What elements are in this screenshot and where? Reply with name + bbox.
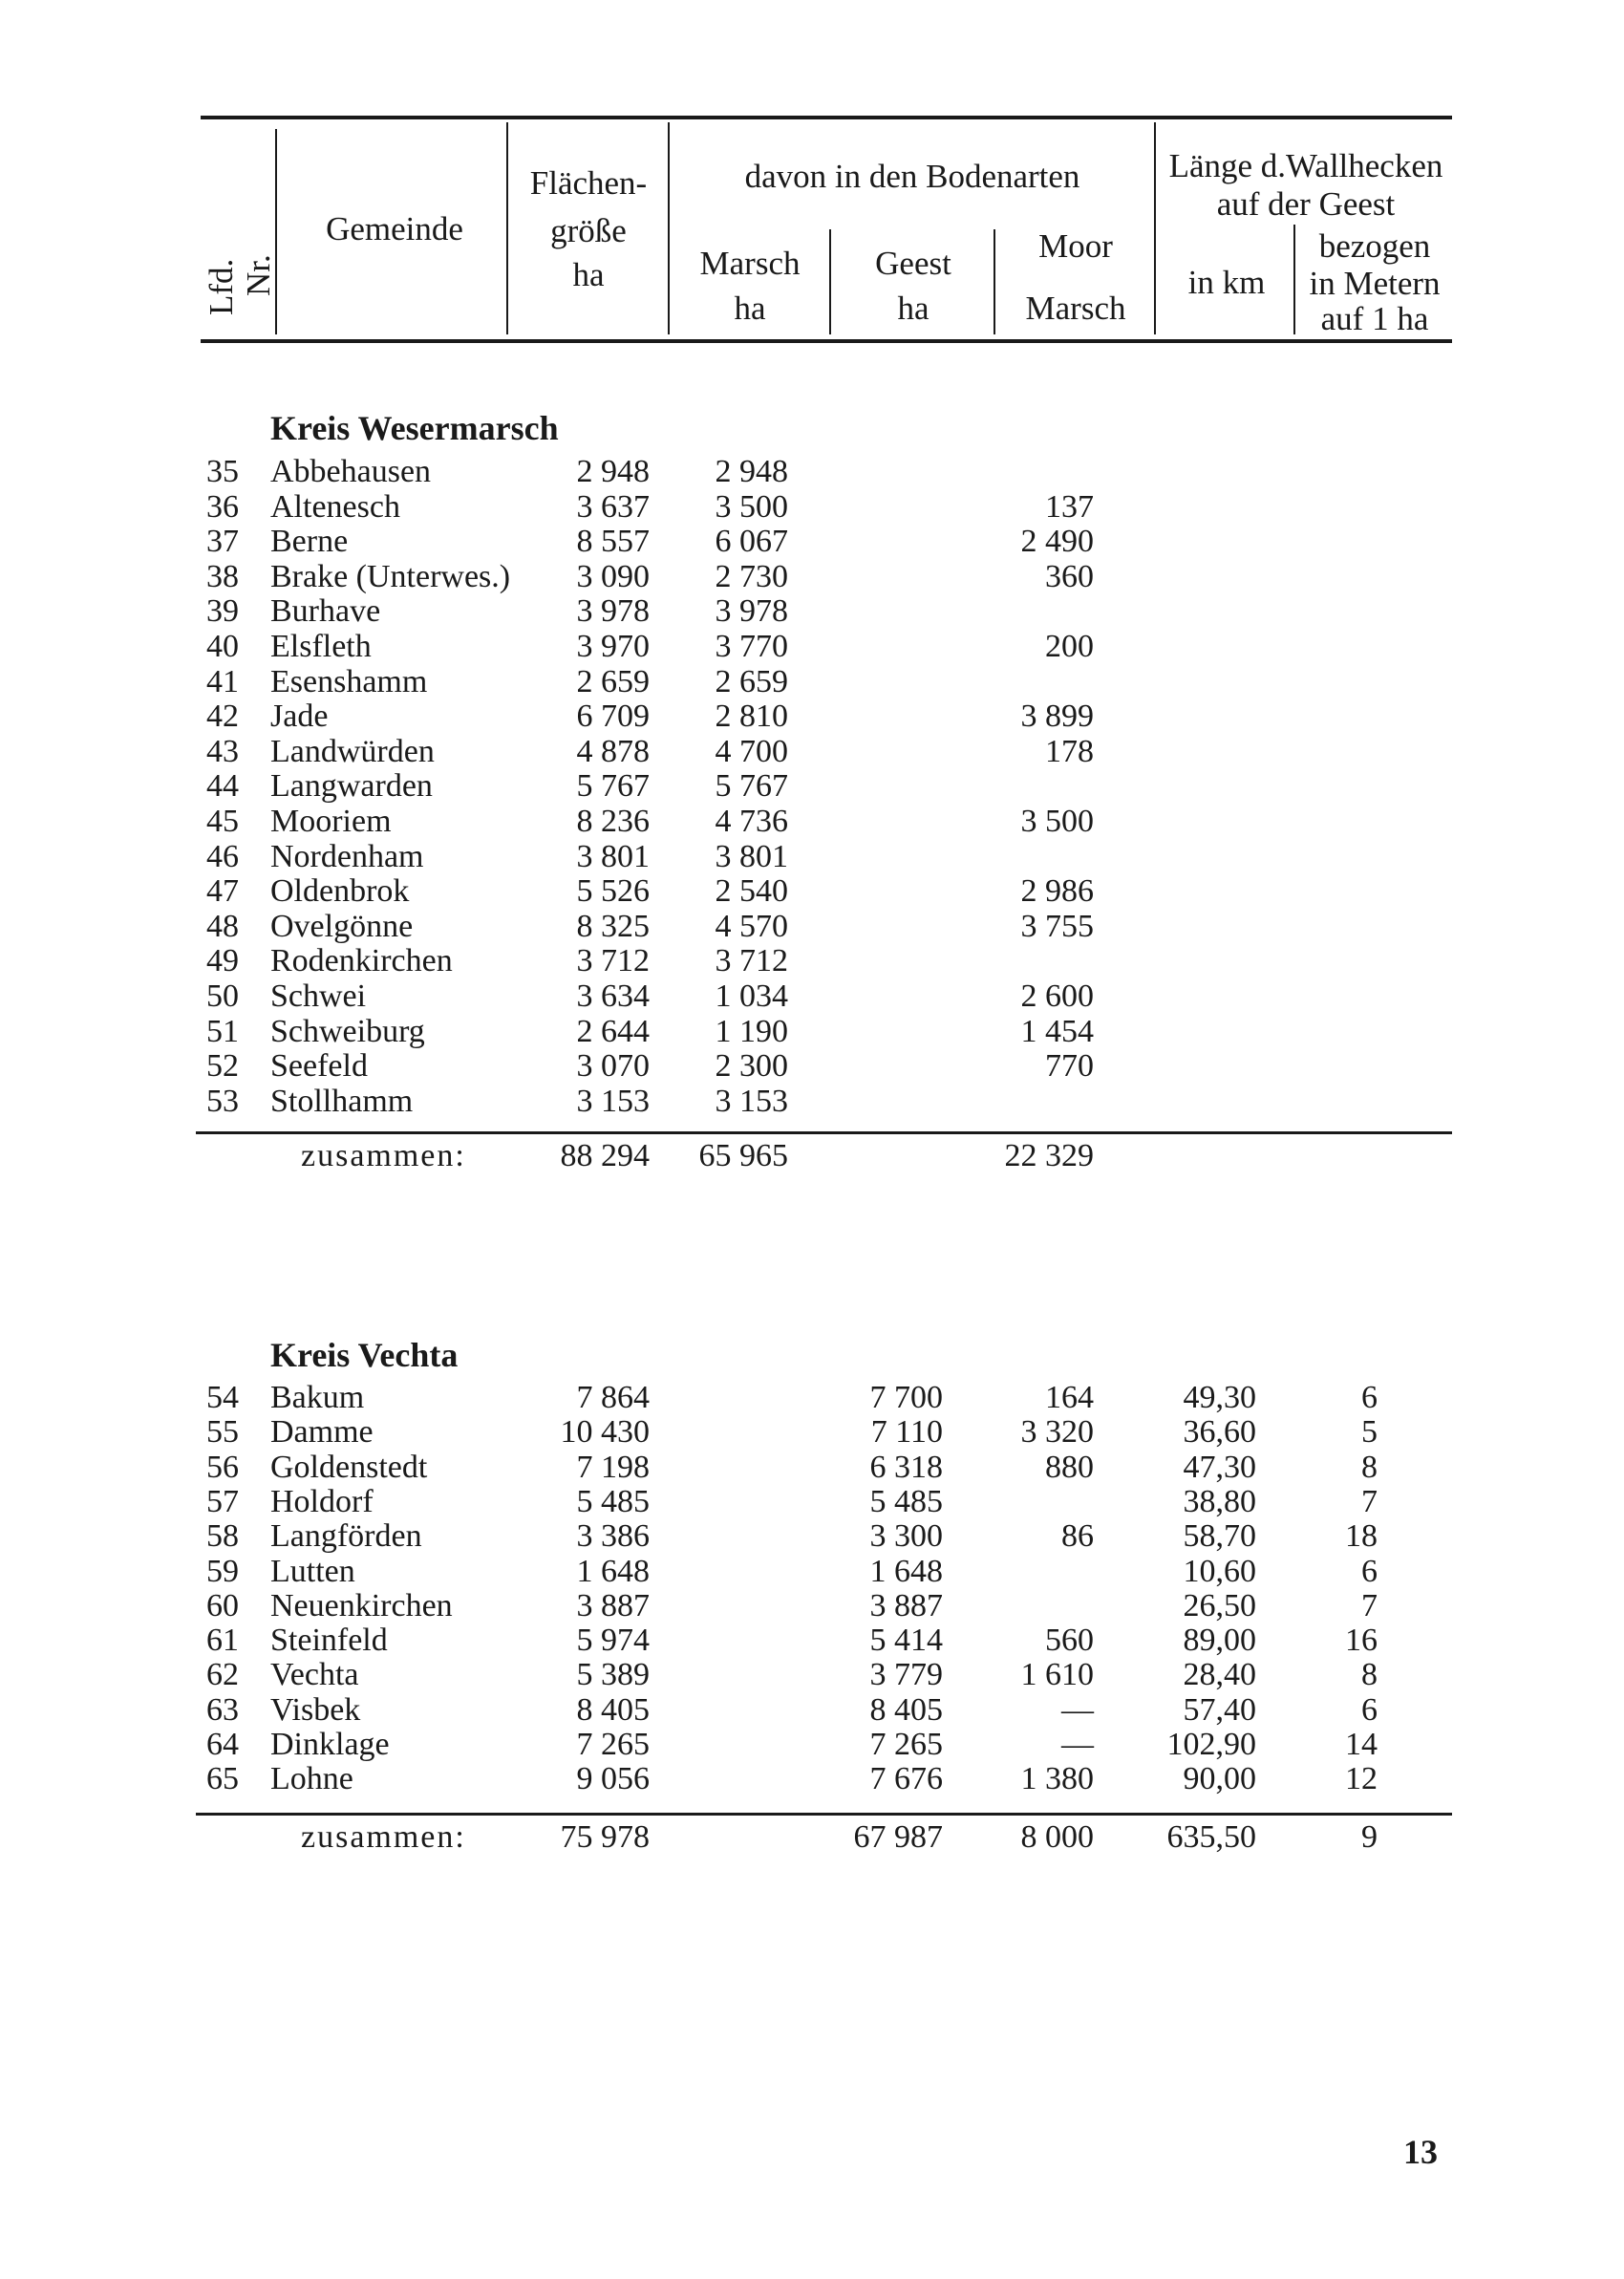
row-number: 64 — [206, 1727, 239, 1762]
row-geest: 5 485 — [869, 1483, 943, 1519]
row-number: 52 — [206, 1048, 239, 1085]
row-moor: 880 — [1045, 1449, 1094, 1485]
table-row — [0, 489, 1624, 525]
header-divider — [994, 229, 995, 334]
total-label: zusammen: — [301, 1138, 466, 1173]
row-moor: 3 500 — [1020, 804, 1094, 839]
total-rule — [196, 1131, 1452, 1134]
row-geest: 8 405 — [869, 1691, 943, 1728]
row-marsch: 3 712 — [715, 943, 788, 979]
row-gemeinde: Rodenkirchen — [270, 943, 453, 979]
row-gemeinde: Steinfeld — [270, 1623, 388, 1659]
header-flaeche-line2: größe — [550, 212, 627, 249]
row-number: 45 — [206, 804, 239, 839]
row-marsch: 6 067 — [715, 524, 788, 560]
row-flaeche: 2 948 — [576, 454, 650, 489]
row-gemeinde: Altenesch — [270, 488, 400, 525]
total-label: zusammen: — [301, 1819, 466, 1855]
row-number: 40 — [206, 629, 239, 664]
row-marsch: 2 948 — [715, 454, 788, 489]
row-gemeinde: Damme — [270, 1414, 374, 1451]
row-number: 46 — [206, 838, 239, 874]
table-row — [0, 804, 1624, 839]
row-marsch: 3 770 — [715, 629, 788, 664]
row-marsch: 2 730 — [715, 558, 788, 594]
total-geest: 67 987 — [853, 1819, 943, 1855]
header-divider — [506, 122, 508, 334]
row-moor: 178 — [1045, 733, 1094, 769]
row-number: 55 — [206, 1414, 239, 1451]
header-moor-line2: Marsch — [1025, 290, 1126, 327]
row-km: 47,30 — [1183, 1449, 1256, 1485]
row-gemeinde: Esenshamm — [270, 663, 428, 699]
row-flaeche: 2 644 — [576, 1013, 650, 1049]
row-moor: — — [1061, 1727, 1094, 1762]
header-bezogen-line3: auf 1 ha — [1320, 300, 1429, 337]
row-flaeche: 3 634 — [576, 978, 650, 1014]
header-geest-line2: ha — [897, 290, 930, 327]
table-row — [0, 524, 1624, 559]
row-number: 59 — [206, 1553, 239, 1589]
total-km: 635,50 — [1166, 1819, 1256, 1855]
row-km: 57,40 — [1183, 1691, 1256, 1728]
row-moor: 1 610 — [1020, 1657, 1094, 1693]
row-number: 44 — [206, 768, 239, 805]
row-flaeche: 4 878 — [576, 733, 650, 769]
row-number: 53 — [206, 1083, 239, 1119]
row-gemeinde: Seefeld — [270, 1048, 368, 1085]
table-row — [0, 559, 1624, 594]
row-flaeche: 5 389 — [576, 1657, 650, 1693]
table-row — [0, 1450, 1624, 1485]
row-gemeinde: Jade — [270, 699, 329, 735]
row-number: 58 — [206, 1518, 239, 1555]
row-number: 36 — [206, 488, 239, 525]
row-meter: 6 — [1361, 1380, 1378, 1415]
row-number: 47 — [206, 873, 239, 910]
row-marsch: 3 801 — [715, 838, 788, 874]
row-marsch: 4 700 — [715, 733, 788, 769]
table-row — [0, 454, 1624, 489]
total-row — [0, 1137, 1624, 1175]
row-gemeinde: Mooriem — [270, 804, 392, 839]
table-row — [0, 1518, 1624, 1554]
row-flaeche: 7 265 — [576, 1727, 650, 1762]
row-gemeinde: Ovelgönne — [270, 908, 414, 944]
header-divider — [829, 229, 831, 334]
row-moor: 1 454 — [1020, 1013, 1094, 1049]
section-title-vechta: Kreis Vechta — [270, 1336, 459, 1374]
row-marsch: 1 190 — [715, 1013, 788, 1049]
row-moor: 1 380 — [1020, 1761, 1094, 1797]
row-number: 61 — [206, 1623, 239, 1659]
table-row — [0, 1484, 1624, 1519]
row-flaeche: 3 090 — [576, 558, 650, 594]
row-number: 49 — [206, 943, 239, 979]
row-geest: 6 318 — [869, 1449, 943, 1485]
table-row — [0, 1727, 1624, 1762]
row-gemeinde: Oldenbrok — [270, 873, 410, 910]
table-row — [0, 664, 1624, 699]
row-number: 54 — [206, 1380, 239, 1415]
row-moor: 360 — [1045, 558, 1094, 594]
row-gemeinde: Goldenstedt — [270, 1449, 428, 1485]
row-flaeche: 3 153 — [576, 1083, 650, 1119]
total-row — [0, 1818, 1624, 1857]
row-number: 43 — [206, 733, 239, 769]
table-row — [0, 629, 1624, 664]
row-flaeche: 3 637 — [576, 488, 650, 525]
row-number: 57 — [206, 1483, 239, 1519]
row-marsch: 2 300 — [715, 1048, 788, 1085]
row-meter: 6 — [1361, 1691, 1378, 1728]
row-flaeche: 10 430 — [560, 1414, 650, 1451]
row-km: 28,40 — [1183, 1657, 1256, 1693]
row-geest: 7 110 — [870, 1414, 943, 1451]
row-meter: 16 — [1345, 1623, 1378, 1659]
total-rule — [196, 1813, 1452, 1816]
row-number: 62 — [206, 1657, 239, 1693]
row-moor: 86 — [1061, 1518, 1094, 1555]
row-gemeinde: Neuenkirchen — [270, 1587, 453, 1623]
header-davon: davon in den Bodenarten — [744, 158, 1080, 195]
table-row — [0, 1761, 1624, 1796]
row-flaeche: 3 070 — [576, 1048, 650, 1085]
row-marsch: 3 153 — [715, 1083, 788, 1119]
row-flaeche: 5 767 — [576, 768, 650, 805]
row-flaeche: 8 405 — [576, 1691, 650, 1728]
row-gemeinde: Stollhamm — [270, 1083, 414, 1119]
table-row — [0, 1657, 1624, 1692]
table-row — [0, 699, 1624, 734]
table-row — [0, 1692, 1624, 1728]
header-gemeinde: Gemeinde — [326, 210, 463, 247]
row-meter: 14 — [1345, 1727, 1378, 1762]
row-moor: — — [1061, 1691, 1094, 1728]
row-number: 48 — [206, 908, 239, 944]
row-marsch: 5 767 — [715, 768, 788, 805]
row-marsch: 2 540 — [715, 873, 788, 910]
row-flaeche: 8 325 — [576, 908, 650, 944]
row-number: 51 — [206, 1013, 239, 1049]
row-gemeinde: Dinklage — [270, 1727, 390, 1762]
total-moor: 8 000 — [1020, 1819, 1094, 1855]
header-top-rule — [201, 116, 1452, 119]
row-number: 56 — [206, 1449, 239, 1485]
header-divider — [1293, 225, 1295, 334]
row-marsch: 3 500 — [715, 488, 788, 525]
row-gemeinde: Brake (Unterwes.) — [270, 558, 511, 594]
row-number: 37 — [206, 524, 239, 560]
row-geest: 3 300 — [869, 1518, 943, 1555]
row-meter: 7 — [1361, 1483, 1378, 1519]
table-row — [0, 1014, 1624, 1049]
row-geest: 1 648 — [869, 1553, 943, 1589]
row-marsch: 3 978 — [715, 593, 788, 630]
row-number: 35 — [206, 454, 239, 489]
row-flaeche: 5 974 — [576, 1623, 650, 1659]
row-gemeinde: Schwei — [270, 978, 367, 1014]
row-km: 10,60 — [1183, 1553, 1256, 1589]
header-laenge-line2: auf der Geest — [1216, 185, 1396, 223]
row-moor: 3 755 — [1020, 908, 1094, 944]
row-gemeinde: Schweiburg — [270, 1013, 425, 1049]
row-meter: 12 — [1345, 1761, 1378, 1797]
table-row — [0, 839, 1624, 874]
table-row — [0, 1554, 1624, 1589]
row-number: 63 — [206, 1691, 239, 1728]
row-moor: 137 — [1045, 488, 1094, 525]
row-flaeche: 5 526 — [576, 873, 650, 910]
row-geest: 7 265 — [869, 1727, 943, 1762]
row-flaeche: 8 236 — [576, 804, 650, 839]
table-row — [0, 1588, 1624, 1623]
row-flaeche: 2 659 — [576, 663, 650, 699]
row-gemeinde: Holdorf — [270, 1483, 374, 1519]
row-km: 89,00 — [1183, 1623, 1256, 1659]
table-row — [0, 1414, 1624, 1450]
row-flaeche: 8 557 — [576, 524, 650, 560]
header-bezogen-line1: bezogen — [1318, 227, 1431, 265]
row-geest: 5 414 — [869, 1623, 943, 1659]
page-number: 13 — [1403, 2133, 1438, 2171]
row-number: 38 — [206, 558, 239, 594]
row-geest: 7 676 — [869, 1761, 943, 1797]
row-gemeinde: Elsfleth — [270, 629, 372, 664]
row-geest: 7 700 — [869, 1380, 943, 1415]
row-gemeinde: Landwürden — [270, 733, 435, 769]
row-gemeinde: Nordenham — [270, 838, 424, 874]
header-flaeche-line3: ha — [572, 256, 605, 293]
row-geest: 3 779 — [869, 1657, 943, 1693]
header-lfd: Lfd. — [203, 258, 240, 315]
row-moor: 164 — [1045, 1380, 1094, 1415]
row-number: 39 — [206, 593, 239, 630]
total-moor: 22 329 — [1004, 1138, 1094, 1173]
table-row — [0, 1084, 1624, 1119]
row-number: 65 — [206, 1761, 239, 1797]
header-laenge-line1: Länge d.Wallhecken — [1168, 147, 1443, 184]
row-gemeinde: Abbehausen — [270, 454, 432, 489]
row-moor: 2 600 — [1020, 978, 1094, 1014]
row-gemeinde: Langwarden — [270, 768, 433, 805]
row-km: 38,80 — [1183, 1483, 1256, 1519]
header-divider — [275, 129, 277, 334]
row-marsch: 4 736 — [715, 804, 788, 839]
total-meter: 9 — [1361, 1819, 1378, 1855]
row-gemeinde: Langförden — [270, 1518, 422, 1555]
row-gemeinde: Visbek — [270, 1691, 361, 1728]
total-flaeche: 75 978 — [560, 1819, 650, 1855]
row-gemeinde: Lohne — [270, 1761, 353, 1797]
row-km: 49,30 — [1183, 1380, 1256, 1415]
row-marsch: 1 034 — [715, 978, 788, 1014]
table-row — [0, 1048, 1624, 1084]
row-km: 90,00 — [1183, 1761, 1256, 1797]
table-row — [0, 873, 1624, 909]
row-moor: 3 899 — [1020, 699, 1094, 735]
row-moor: 560 — [1045, 1623, 1094, 1659]
row-meter: 18 — [1345, 1518, 1378, 1555]
row-flaeche: 7 864 — [576, 1380, 650, 1415]
header-nr: Nr. — [240, 254, 277, 296]
row-meter: 8 — [1361, 1449, 1378, 1485]
row-marsch: 2 810 — [715, 699, 788, 735]
row-flaeche: 3 887 — [576, 1587, 650, 1623]
table-row — [0, 1380, 1624, 1415]
header-moor-line1: Moor — [1038, 227, 1113, 265]
table-row — [0, 909, 1624, 944]
row-flaeche: 1 648 — [576, 1553, 650, 1589]
row-gemeinde: Burhave — [270, 593, 381, 630]
row-km: 58,70 — [1183, 1518, 1256, 1555]
table-row — [0, 978, 1624, 1014]
table-row — [0, 768, 1624, 804]
row-km: 102,90 — [1166, 1727, 1256, 1762]
row-flaeche: 3 712 — [576, 943, 650, 979]
row-gemeinde: Vechta — [270, 1657, 359, 1693]
row-flaeche: 7 198 — [576, 1449, 650, 1485]
header-flaeche-line1: Flächen- — [529, 164, 648, 202]
row-km: 36,60 — [1183, 1414, 1256, 1451]
row-flaeche: 3 970 — [576, 629, 650, 664]
section-title-wesermarsch: Kreis Wesermarsch — [270, 409, 559, 447]
row-gemeinde: Lutten — [270, 1553, 355, 1589]
table-row — [0, 593, 1624, 629]
total-flaeche: 88 294 — [560, 1138, 650, 1173]
header-geest-line1: Geest — [875, 245, 951, 282]
row-flaeche: 6 709 — [576, 699, 650, 735]
row-marsch: 2 659 — [715, 663, 788, 699]
row-gemeinde: Berne — [270, 524, 349, 560]
row-number: 50 — [206, 978, 239, 1014]
header-bottom-rule — [201, 339, 1452, 343]
header-bezogen-line2: in Metern — [1309, 265, 1441, 302]
table-row — [0, 943, 1624, 978]
row-geest: 3 887 — [869, 1587, 943, 1623]
row-number: 42 — [206, 699, 239, 735]
row-moor: 770 — [1045, 1048, 1094, 1085]
table-row — [0, 734, 1624, 769]
row-moor: 200 — [1045, 629, 1094, 664]
row-flaeche: 3 386 — [576, 1518, 650, 1555]
row-number: 60 — [206, 1587, 239, 1623]
header-marsch-line1: Marsch — [699, 245, 801, 282]
row-flaeche: 3 978 — [576, 593, 650, 630]
row-meter: 7 — [1361, 1587, 1378, 1623]
header-in-km: in km — [1187, 264, 1266, 301]
row-meter: 8 — [1361, 1657, 1378, 1693]
row-flaeche: 9 056 — [576, 1761, 650, 1797]
row-meter: 5 — [1361, 1414, 1378, 1451]
row-moor: 2 986 — [1020, 873, 1094, 910]
header-divider — [1154, 122, 1156, 334]
row-km: 26,50 — [1183, 1587, 1256, 1623]
total-marsch: 65 965 — [698, 1138, 788, 1173]
row-flaeche: 5 485 — [576, 1483, 650, 1519]
row-number: 41 — [206, 663, 239, 699]
row-moor: 2 490 — [1020, 524, 1094, 560]
row-moor: 3 320 — [1020, 1414, 1094, 1451]
row-marsch: 4 570 — [715, 908, 788, 944]
table-row — [0, 1623, 1624, 1658]
header-marsch-line2: ha — [734, 290, 766, 327]
header-divider — [668, 122, 670, 334]
row-meter: 6 — [1361, 1553, 1378, 1589]
row-gemeinde: Bakum — [270, 1380, 365, 1415]
row-flaeche: 3 801 — [576, 838, 650, 874]
